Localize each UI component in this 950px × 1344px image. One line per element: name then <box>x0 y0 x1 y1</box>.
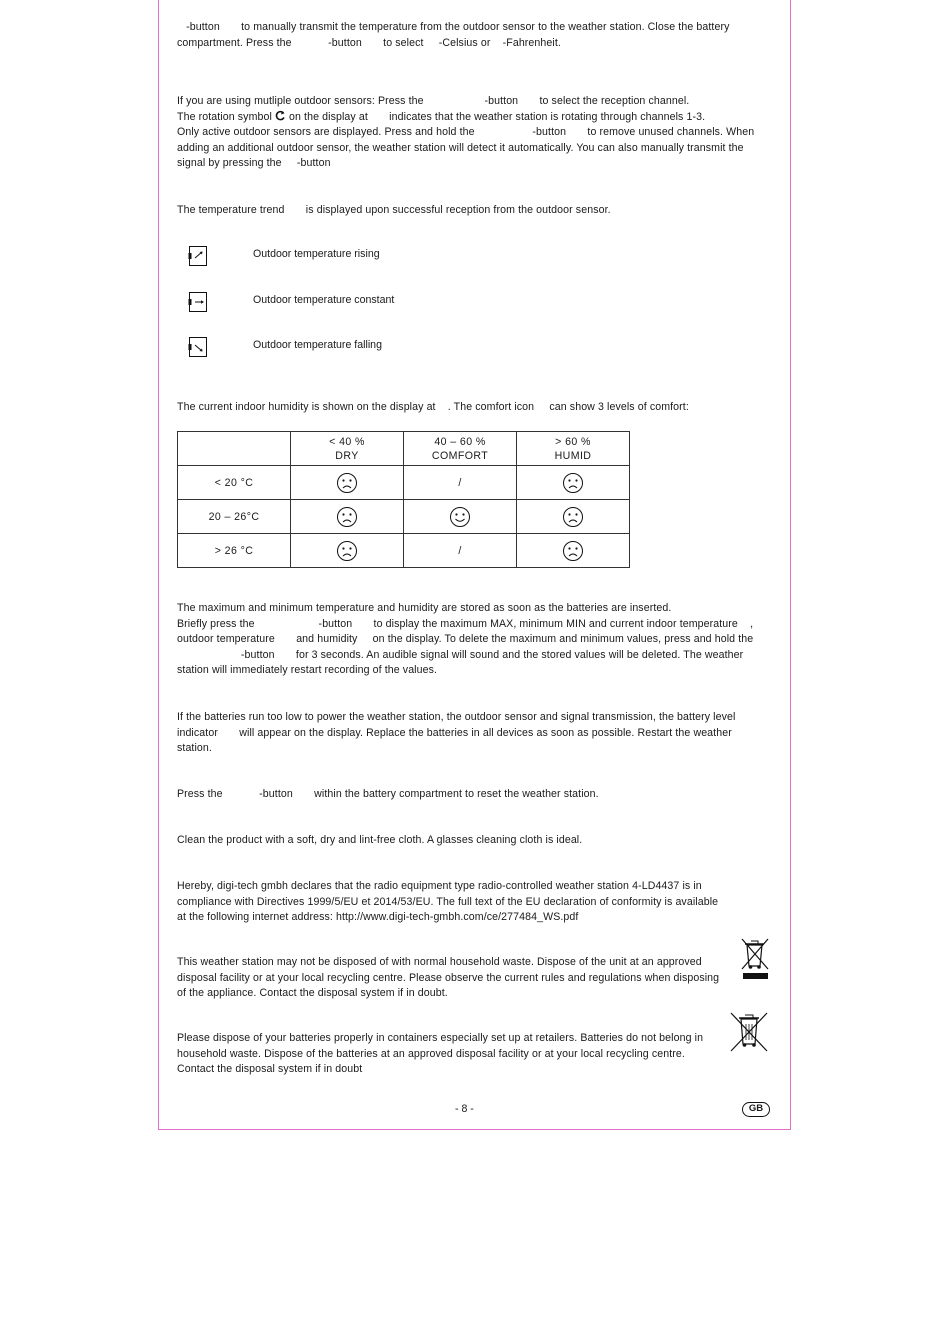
text-line: -button to manually transmit the temperature from the outdoor sensor to the weather station. Close the battery <box>177 21 730 33</box>
text-line: of the appliance. Contact the disposal system if in doubt. <box>177 987 448 1000</box>
text-line: station will immediately restart recording of the values. <box>177 664 438 677</box>
comfort-cell <box>517 534 630 568</box>
battery-disposal-paragraph <box>177 1031 769 1078</box>
rotation-icon <box>275 110 286 121</box>
sad-face-icon <box>336 472 358 494</box>
text-line: The rotation symbol <box>177 110 275 123</box>
row-label-cell: > 26 °C <box>178 534 291 568</box>
text-line: If you are using mutliple outdoor sensors: Press the -button to select the reception channel. <box>177 95 690 107</box>
sad-face-icon <box>336 506 358 528</box>
channel-paragraph <box>177 94 769 172</box>
trend-item-constant <box>187 291 487 313</box>
text-line: Please dispose of your batteries properly in containers especially set up at retailers. Batteries do not belong in <box>177 1032 704 1044</box>
sad-face-icon <box>562 472 584 494</box>
table-row <box>178 466 630 500</box>
text-line: Press the -button within the battery compartment to reset the weather station. <box>177 788 599 800</box>
text-line: Hereby, digi-tech gmbh declares that the radio equipment type radio-controlled weather station 4-LD4437 is in <box>177 880 702 892</box>
trend-rising-icon <box>187 245 209 267</box>
comfort-cell <box>517 466 630 500</box>
trend-label: Outdoor temperature rising <box>253 248 380 260</box>
text-line: The maximum and minimum temperature and humidity are stored as soon as the batteries are inserted. <box>177 602 672 614</box>
sad-face-icon <box>336 540 358 562</box>
reset-paragraph <box>177 787 769 803</box>
text-line: Contact the disposal system if in doubt <box>177 1063 363 1076</box>
text-line: The temperature trend is displayed upon successful reception from the outdoor sensor. <box>177 204 611 216</box>
text-line: at the following internet address: http://www.digi-tech-gmbh.com/ce/277484_WS.pdf <box>177 911 579 924</box>
table-header-cell: < 40 % DRY <box>291 432 404 466</box>
humidity-paragraph <box>177 400 769 416</box>
text-line: Briefly press the -button to display the maximum MAX, minimum MIN and current indoor temperature , <box>177 617 754 630</box>
happy-face-icon <box>449 506 471 528</box>
trend-falling-icon <box>187 336 209 358</box>
cleaning-paragraph <box>177 833 769 849</box>
trend-paragraph <box>177 203 769 219</box>
comfort-cell: / <box>404 534 517 568</box>
comfort-cell: / <box>404 466 517 500</box>
battery-weee-bin-icon <box>728 1010 770 1054</box>
page-number: - 8 - <box>455 1103 474 1115</box>
trend-item-rising <box>187 245 487 267</box>
text-line: compartment. Press the -button to select -Celsius or -Fahrenheit. <box>177 36 561 49</box>
language-badge: GB <box>742 1102 770 1117</box>
comfort-cell <box>517 500 630 534</box>
table-row <box>178 534 630 568</box>
text-line: -button for 3 seconds. An audible signal will sound and the stored values will be deleted. The weather <box>177 648 744 661</box>
row-label-cell: 20 – 26°C <box>178 500 291 534</box>
weee-bin-icon <box>738 936 772 982</box>
transmit-paragraph <box>177 20 769 51</box>
text-line: If the batteries run too low to power the weather station, the outdoor sensor and signal transmission, the battery level <box>177 711 736 723</box>
table-corner-cell <box>178 432 291 466</box>
text-line: signal by pressing the -button <box>177 157 331 170</box>
text-line: compliance with Directives 1999/5/EU et 2014/53/EU. The full text of the EU declaration of conformity is available <box>177 895 719 908</box>
trend-label: Outdoor temperature constant <box>253 294 395 306</box>
minmax-paragraph <box>177 601 769 679</box>
trend-constant-icon <box>187 291 209 313</box>
text-line: indicator will appear on the display. Replace the batteries in all devices as soon as possible. Restart the weather <box>177 726 732 739</box>
comfort-cell <box>291 466 404 500</box>
text-line: outdoor temperature and humidity on the display. To delete the maximum and minimum values, press and hold the <box>177 633 754 646</box>
comfort-cell <box>404 500 517 534</box>
trend-item-falling <box>187 336 487 358</box>
comfort-cell <box>291 534 404 568</box>
sad-face-icon <box>562 540 584 562</box>
comfort-cell <box>291 500 404 534</box>
table-header-cell: > 60 % HUMID <box>517 432 630 466</box>
table-header-cell: 40 – 60 % COMFORT <box>404 432 517 466</box>
table-row <box>178 500 630 534</box>
table-header-row <box>178 432 630 466</box>
trend-label: Outdoor temperature falling <box>253 339 382 351</box>
battery-paragraph <box>177 710 769 757</box>
row-label-cell: < 20 °C <box>178 466 291 500</box>
declaration-paragraph <box>177 879 769 926</box>
text-line: This weather station may not be disposed of with normal household waste. Dispose of the unit at an approved <box>177 956 702 968</box>
text-line: station. <box>177 742 212 755</box>
sad-face-icon <box>562 506 584 528</box>
text-line: The current indoor humidity is shown on the display at . The comfort icon can show 3 levels of comfort: <box>177 401 689 413</box>
text-line: adding an additional outdoor sensor, the weather station will detect it automatically. You can also manually transmit the <box>177 141 744 154</box>
text-line: household waste. Dispose of the batteries at an approved disposal facility or at your local recycling centre. <box>177 1047 685 1060</box>
text-line: on the display at indicates that the weather station is rotating through channels 1-3. <box>285 110 706 123</box>
text-line: disposal facility or at your local recycling centre. Please observe the current rules and regulations when disposing <box>177 971 720 984</box>
disposal-unit-paragraph <box>177 955 769 1002</box>
text-line: Clean the product with a soft, dry and lint-free cloth. A glasses cleaning cloth is ideal. <box>177 834 583 846</box>
comfort-table <box>177 431 630 568</box>
text-line: Only active outdoor sensors are displayed. Press and hold the -button to remove unused channels. When <box>177 126 755 139</box>
